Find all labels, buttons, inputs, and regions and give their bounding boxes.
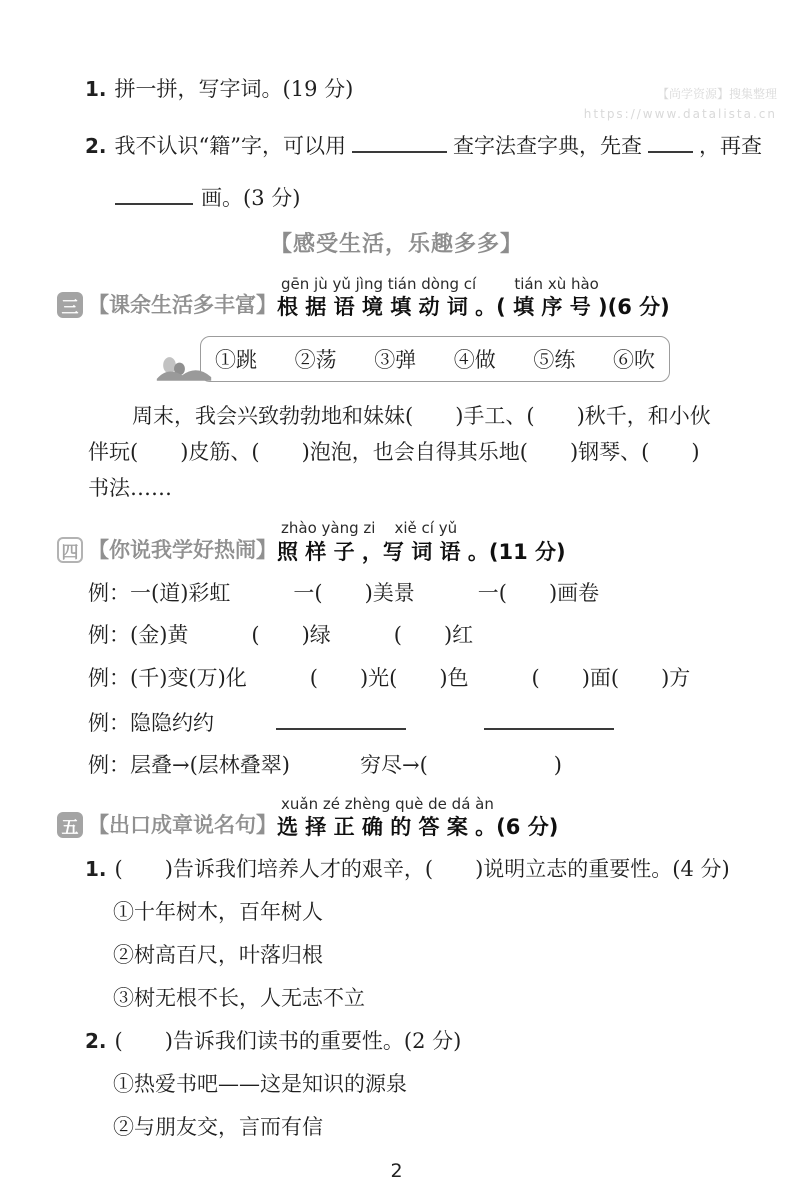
example-line-3 (88, 665, 793, 692)
word-bank-item: ③弹 (374, 348, 417, 373)
section-5-pinyin: xuǎn zé zhèng què de dá àn (281, 794, 494, 813)
answer-blank (276, 707, 406, 730)
answer-blank (484, 707, 614, 730)
page-number: 2 (390, 1160, 403, 1182)
answer-blank (115, 182, 193, 205)
example-line-3-text: 例：(千)变(万)化 ( )光( )色 ( )面( )方 (88, 665, 691, 690)
section-4-pinyin: zhào yàng zi xiě cí yǔ (281, 519, 458, 538)
section-5-title-block (277, 796, 558, 841)
section-5-question-2-number: 2. (85, 1029, 107, 1054)
question-2-line-2 (115, 182, 753, 211)
section-4-title: 照 样 子 ，写 词 语 。(11 分) (277, 539, 566, 564)
section-5-question-2-text: ( )告诉我们读书的重要性。(2 分) (114, 1029, 462, 1054)
section-3-title-block (277, 276, 670, 321)
question-2-text-1: 我不认识“籍”字，可以用 (114, 134, 346, 159)
section-5-title: 选 择 正 确 的 答 案 。(6 分) (277, 815, 559, 840)
word-bank-item: ⑥吹 (612, 348, 655, 373)
question-1-text: 拼一拼，写字词。(19 分) (114, 77, 354, 101)
worksheet-page (0, 76, 793, 1198)
section-4-badge: 四 (57, 537, 83, 563)
section-3-passage (88, 398, 753, 506)
passage-line: 周末，我会兴致勃勃地和妹妹( )手工、( )秋千，和小伙 (132, 404, 711, 429)
example-line-5 (88, 752, 793, 779)
section-3-pinyin: gēn jù yǔ jìng tián dòng cí tián xù hào (281, 274, 599, 293)
grass-icon (155, 355, 213, 386)
word-bank-item: ②荡 (294, 348, 337, 373)
section-3-title: 根 据 语 境 填 动 词 。( 填 序 号 )(6 分) (277, 295, 670, 320)
section-5-header (57, 796, 793, 841)
question-2-text-4: 画。(3 分) (201, 185, 301, 210)
section-3-header (57, 276, 793, 321)
example-line-4 (88, 707, 793, 737)
question-2-text-3: ，再查 (699, 134, 762, 159)
question-2 (85, 130, 762, 159)
section-5-question-1-text: ( )告诉我们培养人才的艰辛，( )说明立志的重要性。(4 分) (114, 857, 730, 882)
watermark (584, 84, 777, 125)
passage-line: 书法…… (88, 476, 172, 501)
example-line-5-right: 穷尽→( ) (359, 753, 562, 778)
section-3-tag: 【课余生活多丰富】 (88, 293, 277, 318)
section-4-tag: 【你说我学好热闹】 (88, 538, 277, 563)
word-bank-item: ①跳 (215, 348, 257, 373)
word-bank (200, 336, 670, 382)
option-item: ②树高百尺，叶落归根 (113, 942, 323, 967)
option-item: ①十年树木，百年树人 (113, 899, 323, 924)
example-line-5-left: 例：层叠→(层林叠翠) (88, 753, 290, 778)
option-item: ②与朋友交，言而有信 (113, 1114, 323, 1139)
section-4-header (57, 520, 793, 565)
section-4-title-block (277, 520, 566, 565)
option-item: ③树无根不长，人无志不立 (113, 986, 365, 1011)
answer-blank (648, 130, 693, 153)
section-5-badge: 五 (57, 812, 83, 838)
watermark-url: https://www.datalista.cn (583, 107, 777, 122)
question-1-number: 1. (85, 77, 107, 101)
section-5-tag: 【出口成章说名句】 (88, 813, 277, 838)
section-5-question-1-number: 1. (85, 857, 107, 882)
question-2-number: 2. (85, 134, 107, 159)
option-item: ①热爱书吧——这是知识的源泉 (113, 1071, 407, 1096)
section-5-question-1 (85, 856, 753, 882)
passage-line: 伴玩( )皮筋、( )泡泡，也会自得其乐地( )钢琴、( ) (88, 440, 700, 465)
example-line-1 (88, 580, 793, 607)
banner-title: 【感受生活，乐趣多多】 (269, 231, 523, 257)
watermark-source: 【尚学资源】搜集整理 (656, 87, 777, 101)
section-5-question-2 (85, 1028, 753, 1054)
example-line-2-text: 例：(金)黄 ( )绿 ( )红 (88, 623, 474, 648)
question-2-text-2: 查字法查字典，先查 (453, 134, 642, 159)
word-bank-item: ④做 (453, 348, 496, 373)
example-line-2 (88, 622, 793, 649)
section-3-badge: 三 (57, 292, 83, 318)
answer-blank (352, 130, 447, 153)
word-bank-item: ⑤练 (533, 348, 576, 373)
example-line-4-text: 例：隐隐约约 (88, 711, 214, 736)
example-line-1-text: 例：一(道)彩虹 一( )美景 一( )画卷 (88, 581, 600, 606)
